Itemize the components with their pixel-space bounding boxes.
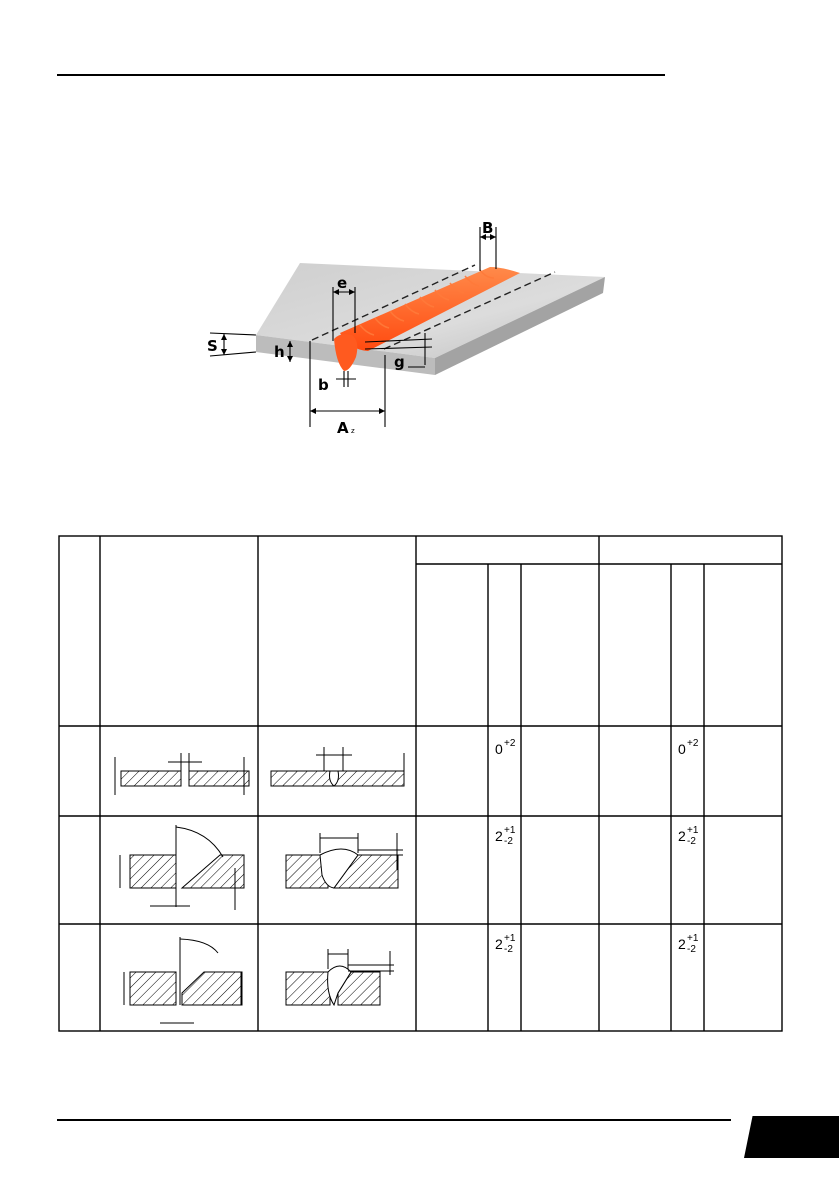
label-A-sub: z [351, 427, 355, 435]
row2-tol2-base: 2 [678, 828, 686, 844]
label-b: b [318, 376, 329, 394]
row2-tol1-upper: +1 [504, 825, 516, 836]
row2-tol1-base: 2 [495, 828, 503, 844]
row1-joint-prep [115, 753, 249, 795]
footer-rule [57, 1119, 731, 1121]
row2-joint-prep [120, 825, 244, 910]
row3-tol2-upper: +1 [687, 933, 699, 944]
weld-table [58, 535, 783, 1032]
label-g: g [394, 353, 405, 371]
page-number-tab [744, 1116, 839, 1158]
row3-tol2-lower: -2 [687, 944, 696, 955]
weld-bead-figure [200, 215, 620, 440]
row3-tol1-upper: +1 [504, 933, 516, 944]
label-S: S [207, 337, 218, 355]
row2-weld [286, 833, 403, 888]
label-A: A [337, 419, 349, 437]
row1-tol1-upper: +2 [504, 738, 516, 749]
row3-tol1-lower: -2 [504, 944, 513, 955]
label-e: e [337, 274, 348, 292]
row2-tol2-lower: -2 [687, 836, 696, 847]
label-B: B [482, 219, 494, 237]
row2-tol2-upper: +1 [687, 825, 699, 836]
row1-weld [271, 747, 404, 786]
row3-tol1-base: 2 [495, 936, 503, 952]
row1-tol2-base: 0 [678, 741, 686, 757]
row1-tol1-base: 0 [495, 741, 503, 757]
header-rule [57, 74, 665, 76]
row3-joint-prep [124, 937, 242, 1023]
row1-tol2-upper: +2 [687, 738, 699, 749]
label-h: h [274, 343, 285, 361]
row3-tol2-base: 2 [678, 936, 686, 952]
row2-tol1-lower: -2 [504, 836, 513, 847]
row3-weld [286, 949, 394, 1005]
